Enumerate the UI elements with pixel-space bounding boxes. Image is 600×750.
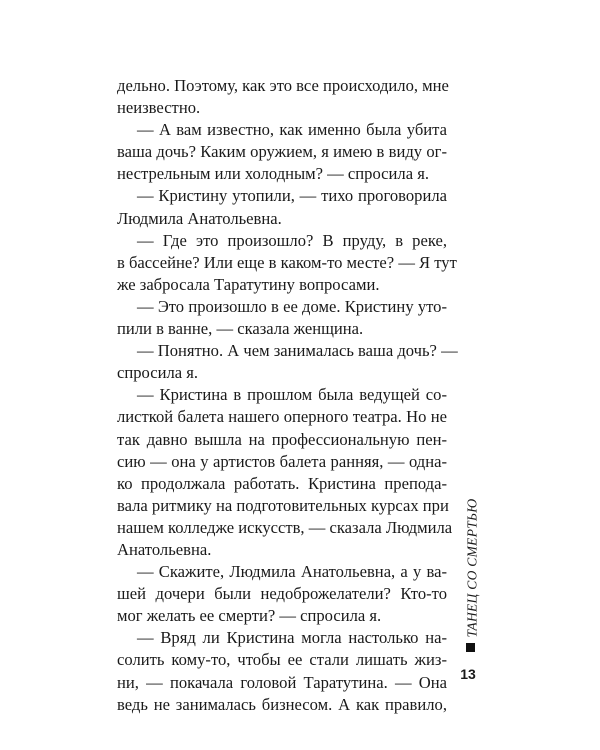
page-number: 13	[460, 666, 476, 682]
text-line: Анатольевна.	[117, 539, 212, 559]
text-line: спросила я.	[117, 363, 199, 383]
running-title-text: ТАНЕЦ СО СМЕРТЬЮ	[465, 498, 481, 638]
text-line: нестрельным или холодным? — спросила я.	[117, 164, 429, 184]
text-line: — А вам известно, как именно была убита	[137, 120, 447, 140]
text-line: — Кристина в прошлом была ведущей со-	[137, 385, 447, 405]
text-line: нашем колледже искусств, — сказала Людмила	[117, 517, 453, 537]
text-line: — Это произошло в ее доме. Кристину уто-	[137, 296, 447, 316]
text-line: ведь не занималась бизнесом. А как правило,	[117, 694, 447, 714]
text-line: мог желать ее смерти? — спросила я.	[117, 606, 382, 626]
text-line: же забросала Таратутину вопросами.	[117, 274, 380, 294]
text-line: солить кому-то, чтобы ее стали лишать жиз-	[117, 650, 447, 670]
text-line: так давно вышла на профессиональную пен-	[117, 429, 447, 449]
text-line: неизвестно.	[117, 98, 201, 118]
text-line: — Понятно. А чем занималась ваша дочь? —	[137, 341, 458, 361]
text-line: сию — она у артистов балета ранняя, — одна-	[117, 451, 447, 471]
text-line: пили в ванне, — сказала женщина.	[117, 319, 364, 339]
text-line: дельно. Поэтому, как это все происходило, мне	[117, 76, 449, 95]
body-text	[117, 75, 458, 716]
text-line: листкой балета нашего оперного театра. Но не	[117, 407, 447, 427]
text-line: ни, — покачала головой Таратутина. — Она	[117, 672, 447, 692]
square-marker-icon	[466, 643, 475, 652]
text-line: — Скажите, Людмила Анатольевна, а у ва-	[137, 562, 447, 582]
text-line: — Где это произошло? В пруду, в реке,	[137, 230, 447, 250]
text-line: ко продолжала работать. Кристина препода-	[117, 473, 447, 493]
text-line: в бассейне? Или еще в каком-то месте? — Я тут	[117, 252, 457, 272]
running-title	[461, 478, 485, 658]
text-line: шей дочери были недоброжелатели? Кто-то	[117, 584, 447, 604]
text-line: ваша дочь? Каким оружием, я имею в виду ог-	[117, 142, 447, 162]
text-line: — Кристину утопили, — тихо проговорила	[137, 186, 447, 206]
text-line: — Вряд ли Кристина могла настолько на-	[137, 628, 447, 648]
text-line: Людмила Анатольевна.	[117, 208, 282, 228]
text-line: вала ритмику на подготовительных курсах при	[117, 495, 449, 515]
